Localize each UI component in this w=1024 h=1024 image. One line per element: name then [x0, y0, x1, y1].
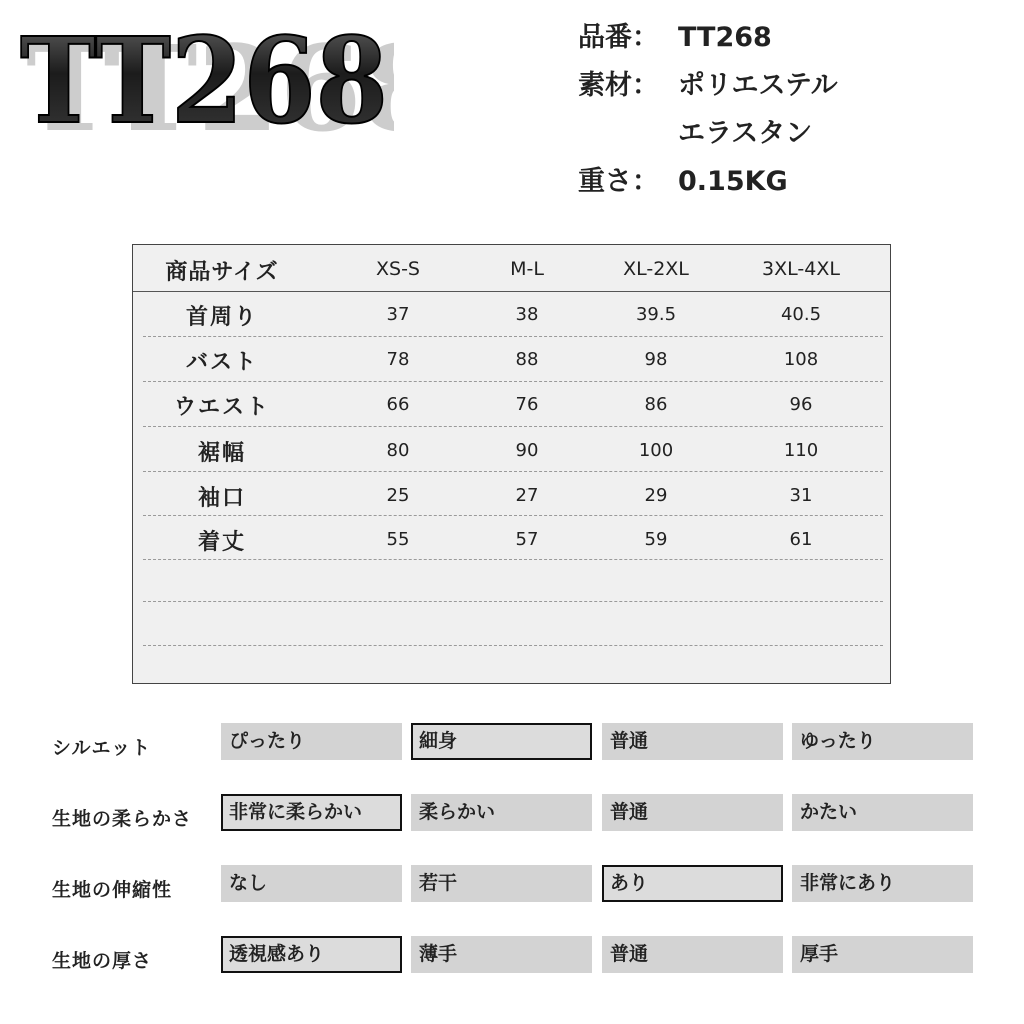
row-divider — [143, 601, 883, 602]
table-row — [133, 473, 890, 518]
size-table — [132, 244, 891, 684]
table-cell: 80 — [386, 440, 410, 461]
attribute-option: 厚手 — [792, 936, 973, 973]
row-label: 着丈 — [197, 530, 246, 555]
spec-value: エラスタン — [678, 118, 813, 149]
header-cell: XS-S — [376, 258, 420, 280]
table-cell: 96 — [789, 394, 813, 415]
row-label: 首周り — [185, 305, 258, 330]
table-cell: 100 — [638, 440, 674, 461]
attribute-option-selected: 透視感あり — [221, 936, 402, 973]
table-row — [133, 428, 890, 473]
table-cell: 78 — [386, 349, 410, 370]
table-cell: 55 — [386, 529, 410, 550]
table-cell: 29 — [644, 485, 668, 506]
table-cell: 27 — [515, 485, 539, 506]
attribute-option: ぴったり — [221, 723, 402, 760]
logo-text: TT268 — [20, 11, 388, 148]
table-cell: 37 — [386, 304, 410, 325]
spec-value: ポリエステル — [678, 70, 838, 101]
table-cell: 39.5 — [635, 304, 677, 325]
row-label: バスト — [185, 350, 258, 375]
size-table-header — [133, 245, 890, 292]
attribute-option: 普通 — [602, 794, 783, 831]
row-label: ウエスト — [173, 395, 270, 420]
table-cell: 40.5 — [780, 304, 822, 325]
attribute-option-selected: 非常に柔らかい — [221, 794, 402, 831]
row-label: 裾幅 — [197, 441, 246, 466]
table-cell: 61 — [789, 529, 813, 550]
table-cell: 59 — [644, 529, 668, 550]
table-cell: 57 — [515, 529, 539, 550]
table-cell: 38 — [515, 304, 539, 325]
attribute-option: 薄手 — [411, 936, 592, 973]
row-divider — [143, 515, 883, 516]
row-divider — [143, 426, 883, 427]
attribute-option: 若干 — [411, 865, 592, 902]
spec-list — [578, 14, 838, 206]
attribute-row-stretch — [0, 865, 1024, 905]
table-cell: 31 — [789, 485, 813, 506]
spec-label — [578, 110, 678, 158]
attribute-label: 生地の柔らかさ — [52, 808, 193, 830]
attribute-row-thickness — [0, 936, 1024, 976]
attribute-label: シルエット — [52, 737, 152, 759]
attribute-option: 非常にあり — [792, 865, 973, 902]
brand-logo — [14, 8, 394, 148]
attribute-label: 生地の伸縮性 — [52, 879, 173, 901]
svg-text:TT268: TT26 — [26, 19, 362, 148]
attribute-option: 柔らかい — [411, 794, 592, 831]
row-divider — [143, 559, 883, 560]
header-cell: M-L — [510, 258, 544, 280]
header-cell-size: 商品サイズ — [165, 260, 279, 285]
spec-row-weight — [578, 158, 838, 206]
attribute-option: ゆったり — [792, 723, 973, 760]
attribute-label: 生地の厚さ — [52, 950, 153, 972]
logo-graphic — [14, 8, 394, 148]
spec-label: 重さ： — [578, 166, 659, 197]
table-cell: 90 — [515, 440, 539, 461]
spec-value: 0.15KG — [678, 166, 788, 197]
attribute-row-silhouette — [0, 723, 1024, 763]
attribute-option: 普通 — [602, 723, 783, 760]
header-cell: XL-2XL — [623, 258, 689, 280]
spec-row-material-2 — [578, 110, 838, 158]
spec-label: 素材： — [578, 70, 659, 101]
attribute-row-softness — [0, 794, 1024, 834]
attribute-option: かたい — [792, 794, 973, 831]
spec-row-product-number — [578, 14, 838, 62]
attribute-option: 普通 — [602, 936, 783, 973]
table-row — [133, 292, 890, 337]
table-row — [133, 382, 890, 427]
table-cell: 88 — [515, 349, 539, 370]
row-divider — [143, 471, 883, 472]
table-row — [133, 517, 890, 562]
table-row — [133, 337, 890, 382]
table-cell: 25 — [386, 485, 410, 506]
table-cell: 86 — [644, 394, 668, 415]
header-cell: 3XL-4XL — [762, 258, 840, 280]
table-cell: 98 — [644, 349, 668, 370]
attribute-option: なし — [221, 865, 402, 902]
attribute-option-selected: 細身 — [411, 723, 592, 760]
table-cell: 66 — [386, 394, 410, 415]
spec-value: TT268 — [678, 22, 772, 53]
attribute-option-selected: あり — [602, 865, 783, 902]
row-label: 袖口 — [197, 486, 246, 511]
table-cell: 76 — [515, 394, 539, 415]
spec-label: 品番： — [578, 22, 659, 53]
table-cell: 108 — [783, 349, 819, 370]
spec-row-material — [578, 62, 838, 110]
table-cell: 110 — [783, 440, 819, 461]
row-divider — [143, 645, 883, 646]
